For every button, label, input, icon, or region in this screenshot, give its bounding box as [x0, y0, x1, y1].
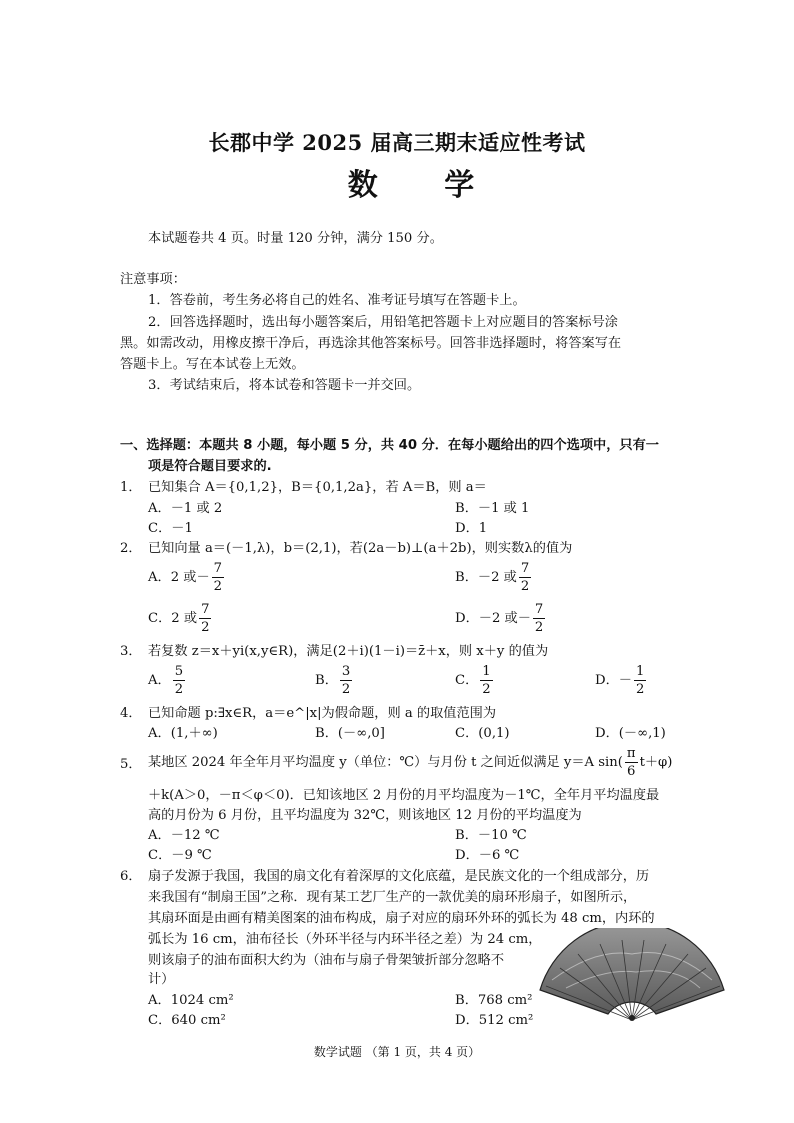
q1-option-c: C．－1: [148, 521, 193, 536]
section-heading: 一、选择题：本题共 8 小题，每小题 5 分，共 40 分．在每小题给出的四个选项中，只有一: [120, 438, 659, 453]
q6-number: 6．: [120, 869, 142, 884]
q1-stem: 已知集合 A＝{0,1,2}，B＝{0,1,2a}，若 A＝B，则 a＝: [148, 480, 487, 495]
denominator: 2: [635, 682, 645, 697]
q6-stem-line1: 扇子发源于我国，我国的扇文化有着深厚的文化底蕴，是民族文化的一个组成部分，历: [148, 869, 650, 884]
q3-option-a: [148, 663, 187, 698]
fraction-pi-over-6: [625, 745, 638, 780]
fraction: [340, 663, 352, 698]
q3-option-a-label: A．: [148, 673, 171, 688]
notice-item-2-cont2: 答题卡上。写在本试卷上无效。: [120, 357, 305, 372]
numerator: 5: [174, 664, 184, 679]
notice-item-1: 1．答卷前，考生务必将自己的姓名、准考证号填写在答题卡上。: [148, 293, 526, 308]
numerator: 7: [520, 561, 530, 576]
numerator: 1: [635, 664, 645, 679]
q5-stem-line1: [148, 745, 672, 780]
q2-option-b: [455, 560, 533, 595]
q4-option-d: D．(－∞,1): [595, 726, 666, 741]
q4-option-b: B．(－∞,0]: [315, 726, 385, 741]
q6-stem-line5: 则该扇子的油布面积大约为（油布与扇子骨架皱折部分忽略不: [148, 953, 505, 968]
numerator: π: [626, 746, 636, 761]
q1-option-a: A．－1 或 2: [148, 501, 223, 516]
q3-option-c-label: C．: [455, 673, 479, 688]
denominator: 2: [201, 620, 210, 635]
notice-item-2-cont: 黑。如需改动，用橡皮擦干净后，再选涂其他答案标号。回答非选择题时，将答案写在: [120, 336, 622, 351]
page-footer: 数学试题 （第 1 页，共 4 页）: [313, 1045, 481, 1059]
numerator: 7: [534, 602, 544, 617]
q5-option-c: C．－9 ℃: [148, 848, 212, 863]
denominator: 6: [627, 764, 636, 779]
q4-stem: 已知命题 p:∃x∈R，a＝e^|x|为假命题，则 a 的取值范围为: [148, 706, 497, 721]
notice-heading: 注意事项：: [120, 272, 186, 287]
fraction: [480, 663, 492, 698]
denominator: 2: [341, 682, 351, 697]
denominator: 2: [174, 682, 184, 697]
numerator: 3: [341, 664, 351, 679]
q6-option-a: A．1024 cm²: [148, 993, 234, 1008]
q3-option-d: [595, 663, 648, 698]
q3-option-b: [315, 663, 354, 698]
numerator: 1: [482, 664, 491, 679]
q2-option-a: [148, 560, 226, 595]
q6-stem-line4: 弧长为 16 cm，油布径长（外环半径与内环半径之差）为 24 cm，: [148, 932, 542, 947]
section-heading-cont: 项是符合题目要求的.: [148, 459, 272, 474]
q4-option-a: A．(1,＋∞): [148, 726, 218, 741]
fraction: [199, 601, 211, 636]
fraction: [212, 560, 224, 595]
q2-option-c: [148, 601, 213, 636]
notice-item-3: 3．考试结束后，将本试卷和答题卡一并交回。: [148, 378, 421, 393]
q3-option-d-label: D．－: [595, 673, 632, 688]
numerator: 7: [201, 602, 210, 617]
q2-option-a-label: A．2 或－: [148, 570, 210, 585]
q5-stem-text: 某地区 2024 年全年月平均温度 y（单位：℃）与月份 t 之间近似满足 y＝A sin(: [148, 755, 623, 770]
q6-stem-line6: 计）: [148, 972, 175, 987]
denominator: 2: [534, 620, 544, 635]
intro-text: 本试题卷共 4 页。时量 120 分钟，满分 150 分。: [148, 231, 443, 246]
q2-option-c-label: C．2 或: [148, 611, 198, 626]
q3-option-b-label: B．: [315, 673, 338, 688]
q2-stem: 已知向量 a＝(－1,λ)，b＝(2,1)，若(2a－b)⊥(a＋2b)，则实数λ的值为: [148, 541, 573, 556]
fraction: [519, 560, 531, 595]
q4-option-c: C．(0,1): [455, 726, 510, 741]
q5-stem-text-cont: t＋φ): [639, 755, 673, 770]
q3-option-c: [455, 663, 495, 698]
denominator: 2: [520, 579, 530, 594]
fan-illustration: [536, 928, 728, 1022]
notice-item-2: 2．回答选择题时，选出每小题答案后，用铅笔把答题卡上对应题目的答案标号涂: [148, 315, 618, 330]
q6-stem-line3: 其扇环面是由画有精美图案的油布构成，扇子对应的扇环外环的弧长为 48 cm，内环的: [148, 911, 655, 926]
q5-stem-line3: 高的月份为 6 月份，且平均温度为 32℃，则该地区 12 月份的平均温度为: [148, 808, 582, 823]
q5-option-b: B．－10 ℃: [455, 828, 527, 843]
q5-number: 5．: [120, 757, 142, 772]
q2-option-b-label: B．－2 或: [455, 570, 517, 585]
numerator: 7: [213, 561, 223, 576]
denominator: 2: [213, 579, 223, 594]
q1-option-b: B．－1 或 1: [455, 501, 530, 516]
q2-number: 2．: [120, 541, 142, 556]
q1-option-d: D．1: [455, 521, 488, 536]
q2-option-d-label: D．－2 或－: [455, 611, 531, 626]
fraction: [533, 601, 545, 636]
fraction: [634, 663, 646, 698]
fraction: [173, 663, 185, 698]
subject-title: 数 学: [347, 168, 503, 203]
denominator: 2: [482, 682, 491, 697]
q5-option-d: D．－6 ℃: [455, 848, 520, 863]
q6-option-d: D．512 cm²: [455, 1013, 534, 1028]
q4-number: 4．: [120, 706, 142, 721]
q5-stem-line2: ＋k(A＞0，－π＜φ＜0)．已知该地区 2 月份的月平均温度为－1℃，全年月平均温度最: [148, 788, 660, 803]
q1-number: 1．: [120, 480, 142, 495]
q3-number: 3．: [120, 644, 142, 659]
q2-option-d: [455, 601, 547, 636]
q6-option-c: C．640 cm²: [148, 1013, 226, 1028]
q6-stem-line2: 来我国有“制扇王国”之称．现有某工艺厂生产的一款优美的扇环形扇子，如图所示，: [148, 890, 637, 905]
q3-stem: 若复数 z＝x＋yi(x,y∈R)，满足(2＋i)(1－i)＝z̄＋x，则 x＋y 的值为: [148, 644, 549, 659]
exam-title: 长郡中学 2025 届高三期末适应性考试: [208, 130, 586, 155]
q6-option-b: B．768 cm²: [455, 993, 533, 1008]
q5-option-a: A．－12 ℃: [148, 828, 220, 843]
